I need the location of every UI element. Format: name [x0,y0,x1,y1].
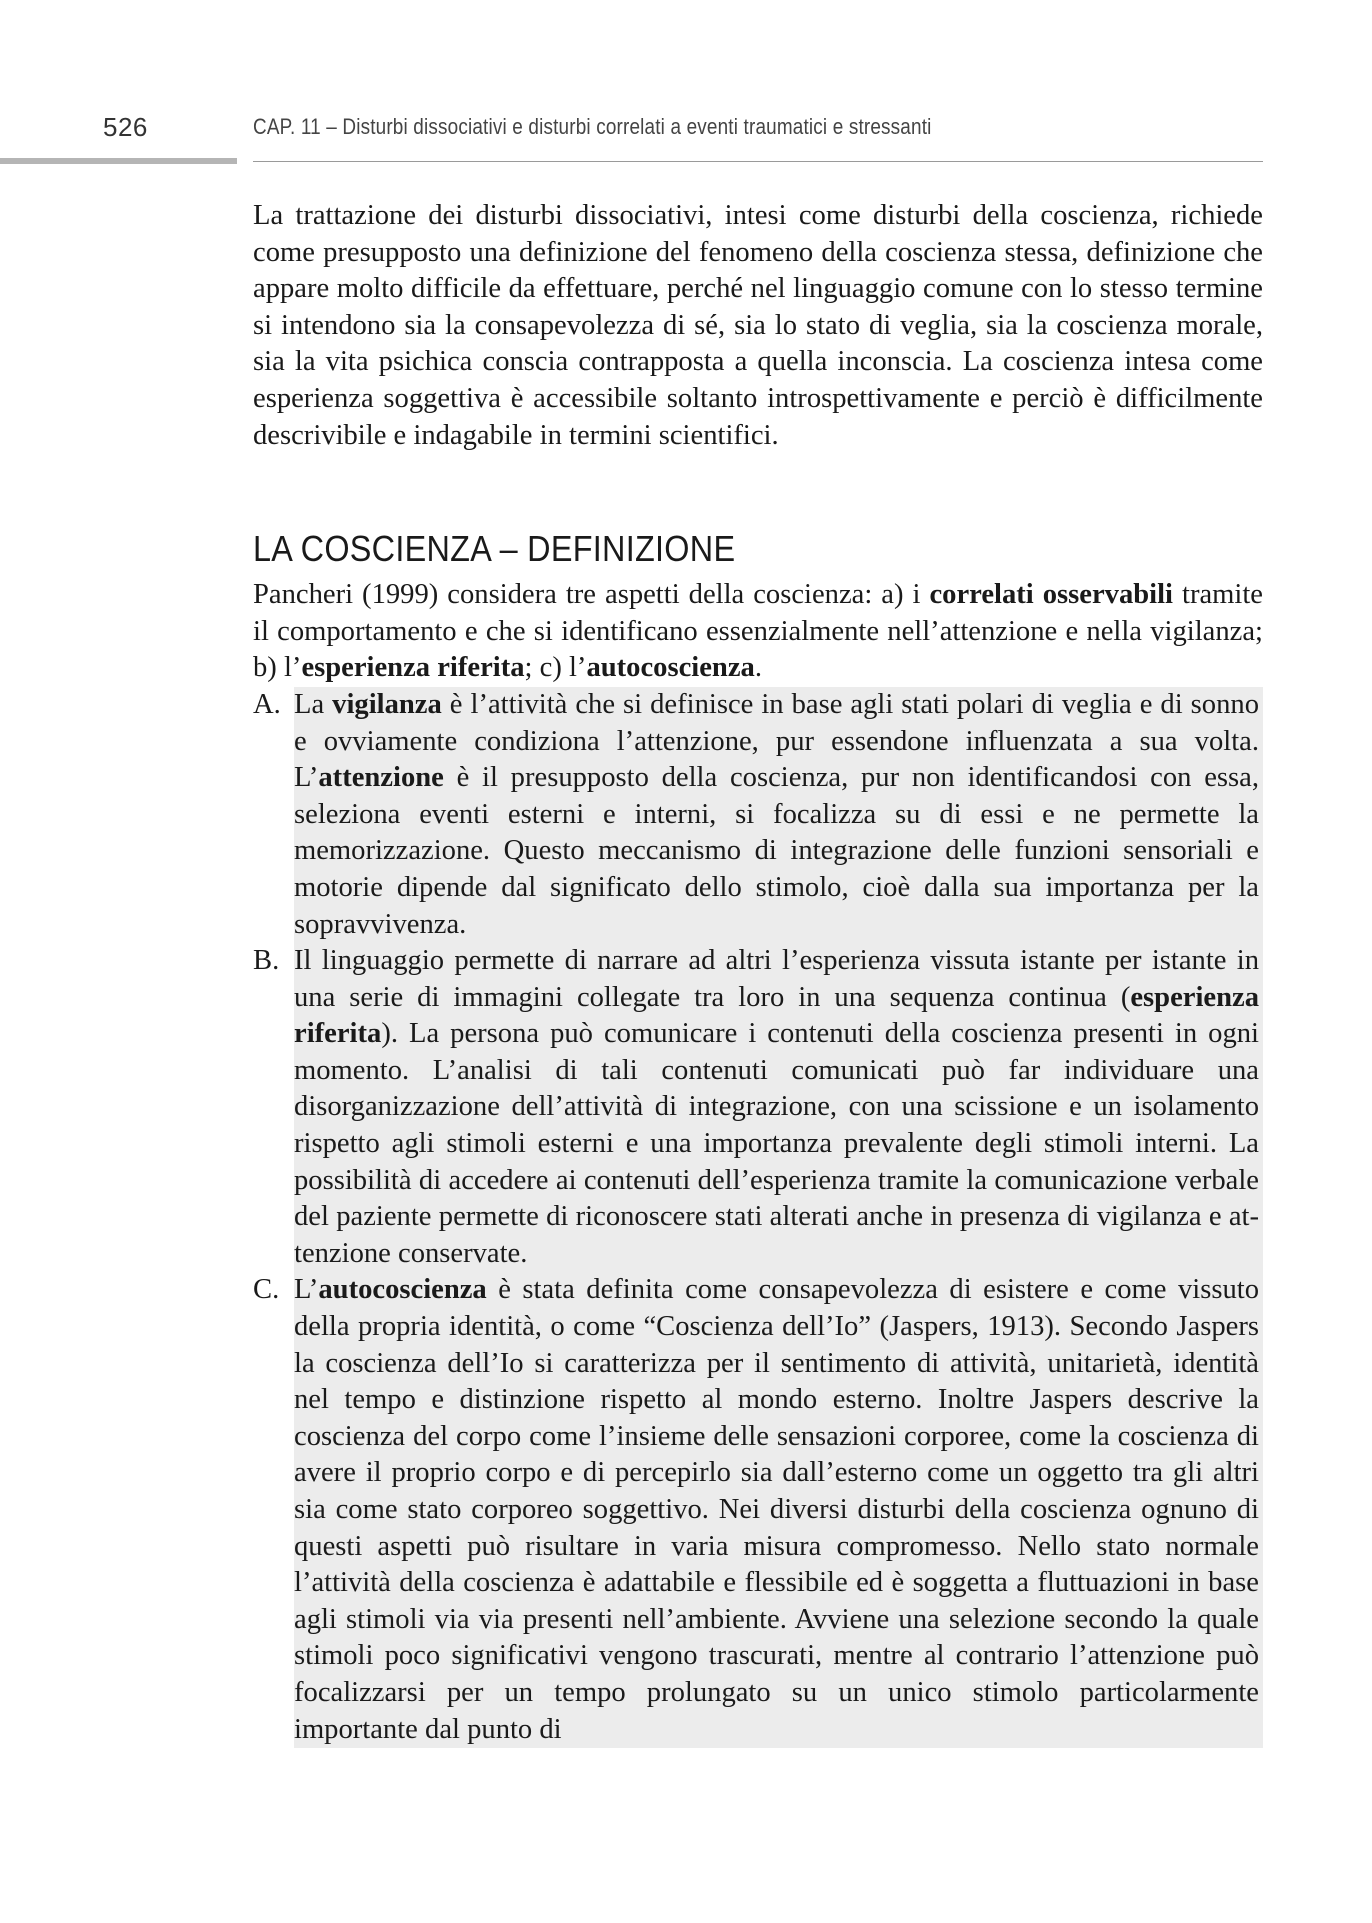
running-title: CAP. 11 – Disturbi dissociativi e disturbi correlati a eventi traumatici e stressanti [253,114,932,139]
section-heading: LA COSCIENZA – DEFINIZIONE [253,528,736,570]
list-item-text: L’autocoscienza è stata definita come consapevolezza di esistere e come vissuto della propria identità, o come “Coscienza dell’Io” (Jaspers, 1913). Secondo Jaspers la coscienza dell’Io si caratterizza per il sentimento di attività, unitarietà, identità nel tempo e distinzione rispetto al mondo esterno. Inoltre Jaspers descrive la coscienza del corpo come l’insieme delle sensazioni corporee, come la coscienza di avere il proprio corpo e di percepirlo sia dall’esterno come un oggetto tra gli altri sia come stato corporeo soggettivo. Nei diversi disturbi della coscienza ognuno di questi aspetti può risultare in varia misura compromesso. Nello stato normale l’attività della coscienza è adattabile e flessibile ed è soggetta a fluttuazioni in base agli stimoli via via presenti nell’ambiente. Avviene una selezione secondo la quale stimoli poco significativi vengono trascurati, mentre al contrario l’attenzione può focalizzarsi per un tempo prolungato su un unico stimolo particolarmente importante dal punto di [294,1272,1263,1748]
list-item-letter: C. [253,1274,280,1306]
header-rule [253,161,1263,162]
page-header [0,110,1372,170]
page-number: 526 [103,112,148,142]
list-item [253,943,1263,1272]
list-item-letter: A. [253,688,281,720]
list-item [253,687,1263,943]
aspects-list [253,687,1263,1748]
list-item-letter: B. [253,945,280,977]
page-body [253,198,1263,1748]
list-item-text: La vigilanza è l’attività che si definisce in base agli stati polari di veglia e di sonno e ovviamente condiziona l’attenzione, pur essendone influenzata a sua volta. L’attenzione è il presupposto della coscienza, pur non identificandosi con essa, seleziona eventi esterni e interni, si focalizza su di essi e ne permette la memorizzazione. Questo meccanismo di integrazione delle funzioni sensoriali e motorie dipende dal significato dello stimolo, cioè dalla sua importanza per la sopravvivenza. [294,687,1263,943]
list-item-text: Il linguaggio permette di narrare ad altri l’esperienza vissuta istante per istante in una serie di immagini collegate tra loro in una sequenza continua (esperienza riferita). La persona può comunicare i contenuti della coscienza presenti in ogni momento. L’analisi di tali contenuti comunicati può far individuare una disorganizzazione dell’attività di integrazione, con una scissione e un isolamento rispetto agli stimoli esterni e una importanza prevalente degli stimoli interni. La possibilità di accedere ai contenuti dell’esperienza tramite la comunicazione verbale del paziente permette di riconoscere stati alterati anche in presenza di vigilanza e attenzione conservate. [294,943,1263,1272]
intro-paragraph: La trattazione dei disturbi dissociativi, intesi come disturbi della coscienza, richiede come presupposto una definizione del fenomeno della coscienza stessa, definizione che appare molto difficile da effettuare, perché nel linguaggio comune con lo stesso termine si intendono sia la consapevolezza di sé, sia lo stato di veglia, sia la coscienza morale, sia la vita psichica conscia contrapposta a quella inconscia. La coscienza intesa come esperienza soggettiva è accessibile soltanto introspettivamente e perciò è difficilmente descrivibile e indagabile in termini scientifici. [253,200,1263,451]
list-item [253,1272,1263,1748]
header-rule-accent [0,158,237,164]
section-lead-paragraph: Pancheri (1999) considera tre aspetti della coscienza: a) i correlati osservabili tramite il comportamento e che si identificano essenzialmente nell’attenzione e nella vigilanza; b) l’esperienza riferita; c) l’autocoscienza. [253,579,1263,684]
